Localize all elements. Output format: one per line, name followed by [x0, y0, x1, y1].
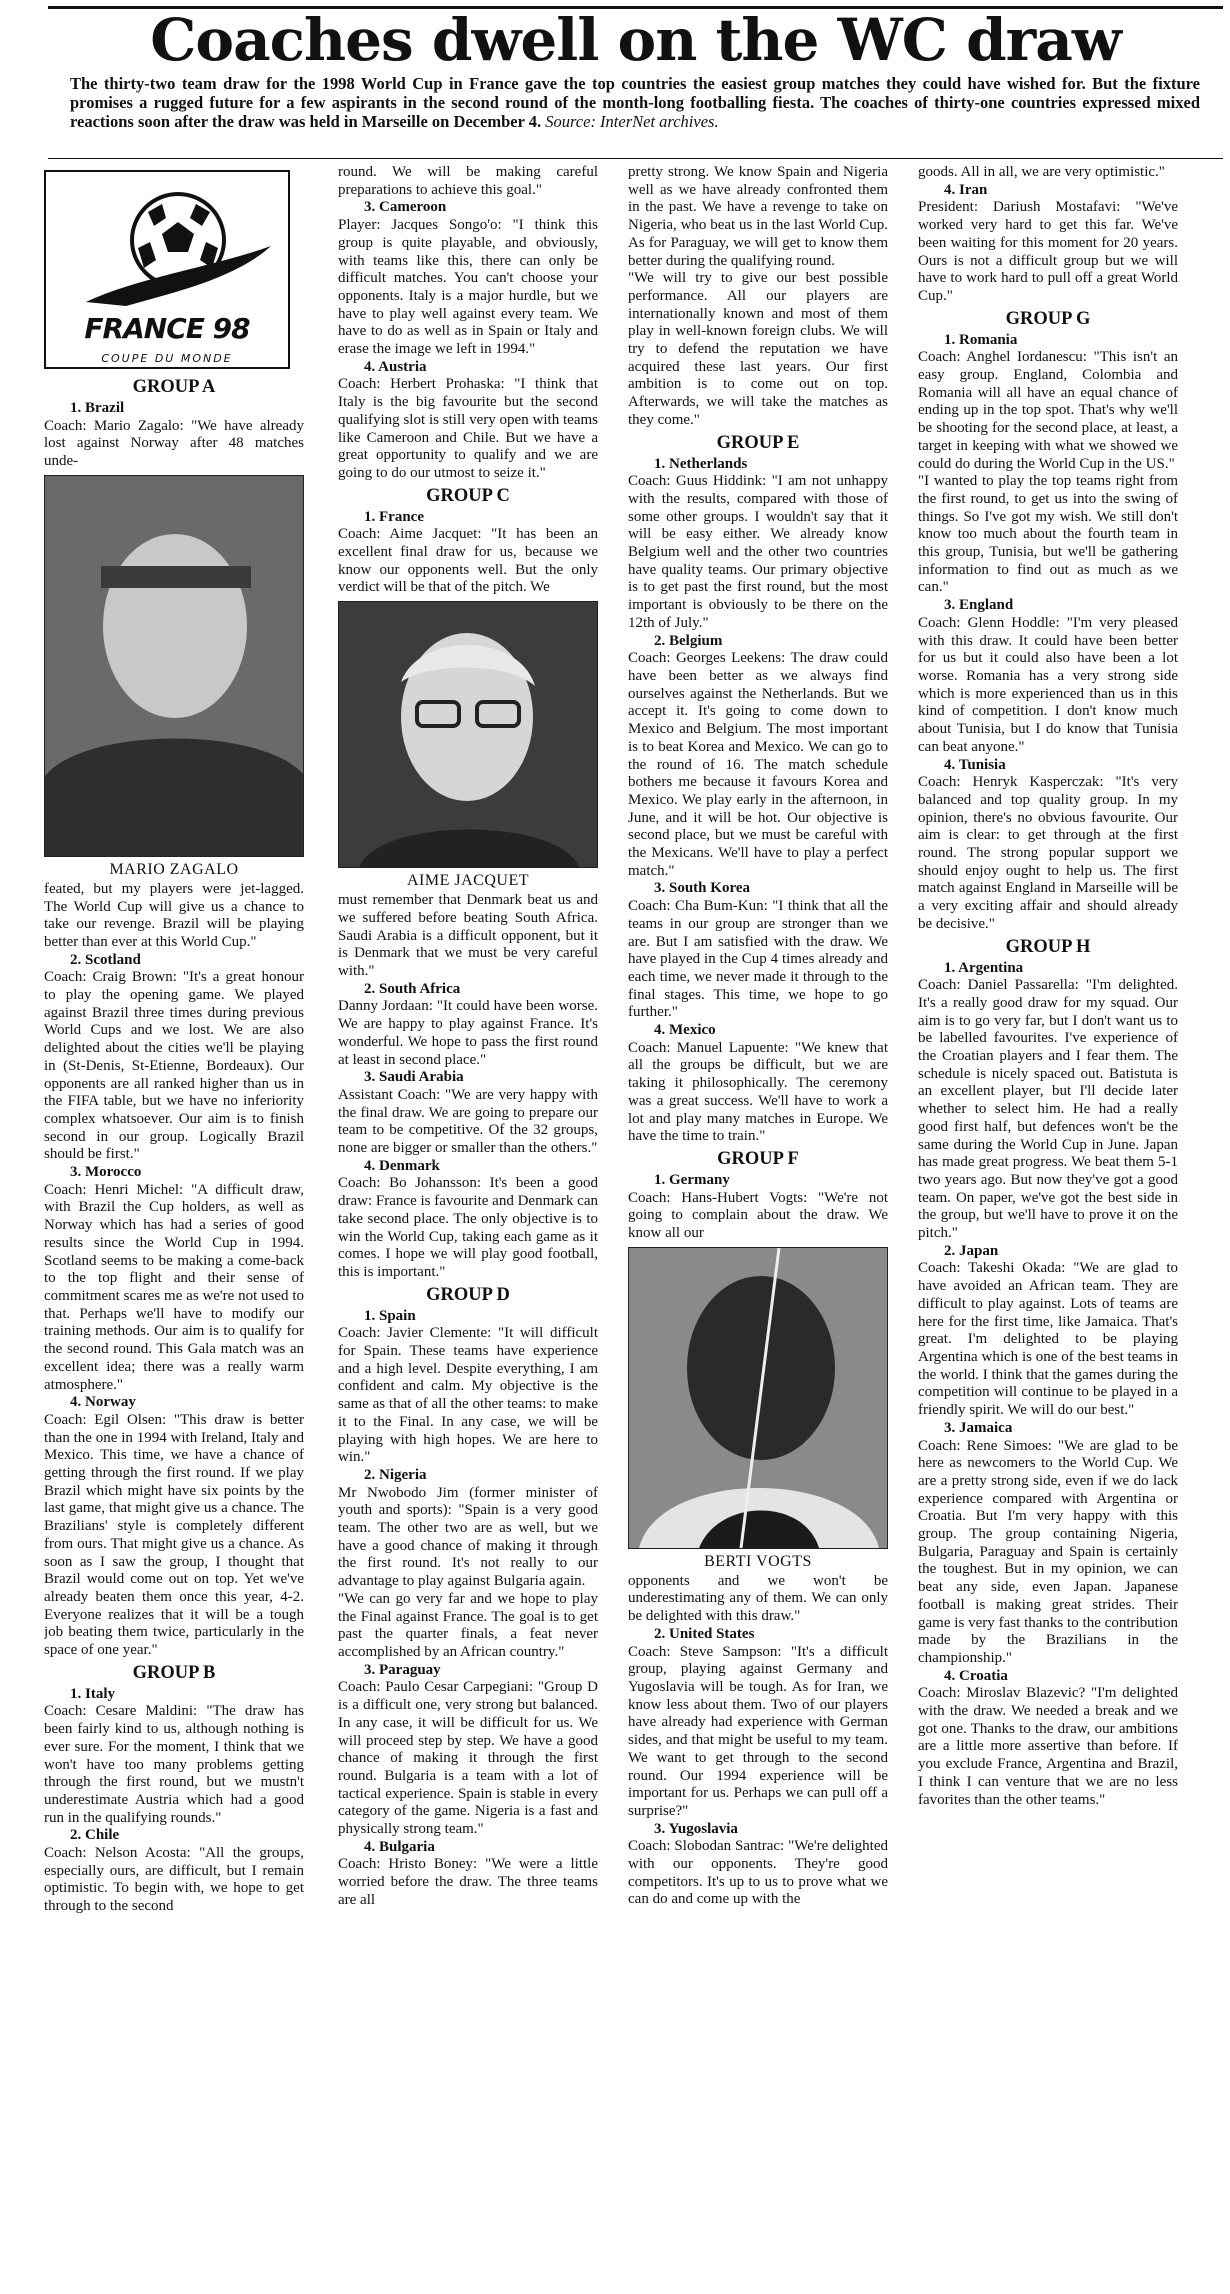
quote-united-states: Coach: Steve Sampson: "It's a difficult group, playing against Germany and Yugoslavia will be tough. As for Iran, we know less about them. Two of our players have already had experience with German sides, and that might be useful to my team. We want to get through to the second round. Our 1994 experience will be important for us. Perhaps we can pull off a surprise?"	[628, 1643, 888, 1819]
quote-yugoslavia-cont: goods. All in all, we are very optimistic."	[918, 164, 1165, 180]
group-c-heading: GROUP C	[426, 485, 510, 506]
team-south-africa: 2. South Africa	[364, 980, 461, 997]
quote-austria: Coach: Herbert Prohaska: "I think that Italy is the big favourite but the second qualifying slot is still very open with teams like Cameroon and Chile. But we have a great opportunity to qualify and we are going to do our utmost to seize it."	[338, 376, 598, 481]
team-belgium: 2. Belgium	[654, 632, 723, 649]
quote-paraguay: Coach: Paulo Cesar Carpegiani: "Group D is a difficult one, very strong but balanced. In any case, it will be difficult for us. We will proceed step by step. We have a good chance of making it through the first round. Bulgaria is a team with a lot of tactical experience. Spain is stable in every category of the game. Nigeria is a fast and physically strong team."	[338, 1679, 598, 1838]
logo-title: FRANCE 98	[84, 312, 250, 345]
team-croatia: 4. Croatia	[944, 1667, 1008, 1684]
team-austria: 4. Austria	[364, 358, 427, 375]
deck-source: Source: InterNet archives.	[545, 112, 719, 131]
team-spain: 1. Spain	[364, 1307, 416, 1324]
quote-tunisia: Coach: Henryk Kasperczak: "It's very balanced and top quality group. In my opinion, there's no obvious favourite. Our aim is clear: to get through at the first round. The strong popular support we should enjoy ought to help us. The first match against England in Marseille will be a very exciting affair and should already be decisive."	[918, 774, 1178, 932]
group-b-heading: GROUP B	[132, 1662, 216, 1683]
quote-brazil-cont: feated, but my players were jet-lagged. The World Cup will give us a chance to take our revenge. Brazil will be playing better than ever at this World Cup."	[44, 880, 304, 950]
quote-croatia: Coach: Miroslav Blazevic? "I'm delighted with the draw. We needed a break and we got one. Thanks to the draw, our ambitions are a little more assertive than before. If you exclude France, Argentina and Brazil, I think I can venture that we are no less favorites than the other teams."	[918, 1685, 1178, 1808]
portrait-jacquet-image	[339, 602, 598, 867]
quote-brazil: Coach: Mario Zagalo: "We have already lost against Norway after 48 matches unde-	[44, 417, 304, 470]
team-brazil: 1. Brazil	[70, 400, 125, 416]
quote-netherlands: Coach: Guus Hiddink: "I am not unhappy with the results, compared with those of some other groups. I wouldn't say that it will be easy either. We already know Belgium well and the other two countries have quality teams. Our primary objective is to get past the first round, but the most important is obviously to be there on the 12th of July."	[628, 473, 888, 631]
quote-romania: Coach: Anghel Iordanescu: "This isn't an easy group. England, Colombia and Romania will all have an equal chance of ending up in the top spot. That's why we'll be shooting for the second place, at least, a target in keeping with what we showed we could do during the World Cup in the US."	[918, 349, 1178, 472]
quote-italy: Coach: Cesare Maldini: "The draw has been fairly kind to us, although nothing is ever sure. For the moment, I think that we won't have too many problems getting through the first round, but we mustn't underestimate Austria which had a good run in the qualifying rounds."	[44, 1703, 304, 1826]
team-france: 1. France	[364, 508, 424, 525]
quote-chile: Coach: Nelson Acosta: "All the groups, especially ours, are difficult, but I remain optimistic. To begin with, we hope to get through to the second	[44, 1845, 304, 1915]
team-scotland: 2. Scotland	[70, 951, 141, 968]
column-2	[338, 164, 598, 2284]
quote-japan: Coach: Takeshi Okada: "We are glad to have avoided an African team. They are difficult to play against. Lots of teams are here for the first time, like Jamaica. That's great. I'm delighted to be playing Argentina which is one of the best teams in the world. I think that the games during the competition will continue to be played in a friendly spirit. We will do our best."	[918, 1260, 1178, 1419]
team-chile: 2. Chile	[70, 1827, 120, 1844]
team-denmark: 4. Denmark	[364, 1157, 440, 1174]
team-mexico: 4. Mexico	[654, 1022, 716, 1039]
quote-cameroon: Player: Jacques Songo'o: "I think this group is quite playable, and obviously, with teams like this, there can only be difficult matches. You can't choose your opponents. Italy is a major hurdle, but we have to play well against every team. We have to do as well as in Spain or Italy and erase the image we left in 1994."	[338, 217, 598, 358]
logo-subtitle: COUPE DU MONDE	[101, 352, 233, 365]
team-jamaica: 3. Jamaica	[944, 1419, 1013, 1436]
quote-morocco: Coach: Henri Michel: "A difficult draw, with Brazil the Cup holders, as well as Norway which has had a series of good results since the World Cup in 1994. Scotland seems to be making a come-back to the top flight and their sense of commitment scares me as we're not used to that. Perhaps we'll have to modify our training methods. Our aim is to qualify for the second round. This Gala match was an excellent idea; there was a really warm atmosphere."	[44, 1181, 304, 1393]
quote-saudi-arabia: Assistant Coach: "We are very happy with the final draw. We are going to prepare our team to be competitive. Of the 32 groups, none are bigger or smaller than the others."	[338, 1086, 598, 1157]
team-tunisia: 4. Tunisia	[944, 756, 1006, 773]
team-germany: 1. Germany	[654, 1171, 730, 1188]
quote-norway: Coach: Egil Olsen: "This draw is better than the one in 1994 with Ireland, Italy and Mexico. This time, we have a chance of getting through the first round. If we play Brazil which might have six points by the last game, that might give us a chance. The Brazilians' style is completely different from ours. That might give us a chance. As soon as I saw the group, I thought that Brazil would come out on top. Yet we've already beaten them once this year, 4-2. Everyone realizes that it will be a tough job beating them twice, particularly in the space of one year."	[44, 1411, 304, 1659]
team-united-states: 2. United States	[654, 1625, 755, 1642]
quote-mexico: Coach: Manuel Lapuente: "We knew that all the groups be difficult, but we are taking it philosophically. The ceremony was a great success. We'll have to work a lot and play many matches in Europe. We have the time to train."	[628, 1039, 888, 1145]
quote-spain: Coach: Javier Clemente: "It will difficult for Spain. These teams have experience and a high level. Despite everything, I am confident and calm. My objective is the same as that of all the other teams: to make it to the Final. In any case, we will be playing with high hopes. We are here to win."	[338, 1325, 598, 1466]
team-bulgaria: 4. Bulgaria	[364, 1838, 435, 1855]
team-italy: 1. Italy	[70, 1685, 115, 1702]
portrait-vogts-image	[629, 1248, 888, 1548]
quote-iran: President: Dariush Mostafavi: "We've worked very hard to get this far. We've been waiting for this moment for 20 years. Ours is not a difficult group but we will have to work hard to pull off a great World Cup."	[918, 199, 1178, 304]
deck-text: The thirty-two team draw for the 1998 World Cup in France gave the top countries the easiest group matches they could have wished for. But the fixture promises a rugged future for a few aspirants in the second round of the month-long footballing fiesta. The coaches of thirty-one countries expressed mixed reactions soon after the draw was held in Marseille on December 4.	[70, 74, 1200, 131]
caption-jacquet: AIME JACQUET	[407, 872, 529, 890]
team-yugoslavia: 3. Yugoslavia	[654, 1820, 738, 1837]
group-a-heading: GROUP A	[132, 377, 216, 397]
column-1	[44, 164, 304, 2284]
group-g-heading: GROUP G	[1005, 308, 1091, 329]
quote-denmark: Coach: Bo Johansson: It's been a good draw: France is favourite and Denmark can take second place. The only objective is to win the World Cup, taking each game as it comes. I hope we will play good football, this is important."	[338, 1175, 598, 1280]
quote-yugoslavia: Coach: Slobodan Santrac: "We're delighted with our opponents. They're good competitors. It's up to us to prove what we can do and come up with the	[628, 1838, 888, 1908]
quote-jamaica: Coach: Rene Simoes: "We are glad to be here as newcomers to the World Cup. We are a pretty strong side, even if we do lack experience compared with Argentina or Croatia. But I'm very happy with this group. The group containing Nigeria, Bulgaria, Paraguay and Spain is certainly the toughest. But in my opinion, we can beat any side, even Japan. Japanese football is making great strides. Their game is very fast thanks to the contribution made by the Brazilians in the championship."	[918, 1437, 1178, 1666]
quote-bulgaria-cont: pretty strong. We know Spain and Nigeria well as we have already confronted them in the past. We have a revenge to take on Nigeria, who beat us in the last World Cup. As for Paraguay, we will get to know them better during the qualifying round.	[628, 164, 888, 269]
photo-aime-jacquet	[338, 601, 598, 868]
column-3	[628, 164, 888, 2284]
football-sun-icon	[66, 182, 276, 322]
quote-south-africa: Danny Jordaan: "It could have been worse. We are happy to play against France. It's wonderful. We hope to pass the first round at least in second place."	[338, 998, 598, 1068]
quote-france: Coach: Aime Jacquet: "It has been an excellent final draw for us, because we know our opponents well. But the only verdict will be that of the pitch. We	[338, 526, 598, 596]
caption-vogts: BERTI VOGTS	[704, 1552, 812, 1570]
team-japan: 2. Japan	[944, 1242, 999, 1259]
group-e-heading: GROUP E	[716, 432, 800, 453]
caption-zagalo: MARIO ZAGALO	[109, 860, 239, 878]
team-paraguay: 3. Paraguay	[364, 1661, 441, 1678]
quote-england: Coach: Glenn Hoddle: "I'm very pleased with this draw. It could have been better for us but it could also have been a lot worse. Romania has a very strong side which is more experienced than us in this kind of competition. I don't know much about Tunisia, but I do know that Tunisia can beat anyone."	[918, 614, 1178, 755]
quote-bulgaria: Coach: Hristo Boney: "We were a little worried before the draw. The three teams are all	[338, 1856, 598, 1908]
quote-nigeria-cont: "We can go very far and we hope to play the Final against France. The goal is to get past the quarter finals, a feat never accomplished by an African country."	[338, 1590, 598, 1660]
portrait-zagalo-image	[45, 476, 304, 856]
team-argentina: 1. Argentina	[944, 959, 1024, 976]
quote-argentina: Coach: Daniel Passarella: "I'm delighted. It's a really good draw for my squad. Our aim is to go very far, but I don't want us to be labelled favourites. I've experience of the Croatian players and I fear them. The schedule is nicely spaced out. Batistuta is an excellent player, but I'll decide later whether to select him. He had a really good first half, but defences won't be the same during the World Cup in June. Japan has made great progress. We beat them 5-1 two years ago. But now they've got a good team. On paper, we've got the best side in the group, but we'll have to prove it on the pitch."	[918, 977, 1178, 1242]
france98-logo	[44, 170, 290, 369]
headline: Coaches dwell on the WC draw	[150, 6, 1121, 74]
team-england: 3. England	[944, 597, 1014, 614]
quote-germany: Coach: Hans-Hubert Vogts: "We're not going to complain about the draw. We know all our	[628, 1189, 888, 1242]
team-cameroon: 3. Cameroon	[364, 199, 447, 216]
team-south-korea: 3. South Korea	[654, 880, 750, 897]
team-norway: 4. Norway	[70, 1394, 136, 1411]
team-netherlands: 1. Netherlands	[654, 455, 748, 472]
quote-south-korea: Coach: Cha Bum-Kun: "I think that all the teams in our group are stronger than we are. But I am satisfied with the draw. We have played in the Cup 4 times already and each time, we never made it through to the final stages. This time, we hope to go further."	[628, 898, 888, 1021]
quote-scotland: Coach: Craig Brown: "It's a great honour to play the opening game. We played against Brazil three times during previous World Cups and we lost. We are also delighted about the cities we'll be playing in (St-Denis, St-Etienne, Bordeaux). Our opponents are all ranked higher than us in the FIFA table, but we have no inferiority complex whatsoever. Our aim is to finish second in our group. Logically Brazil should be first."	[44, 969, 304, 1163]
quote-belgium: Coach: Georges Leekens: The draw could have been better as we always find ourselves against the Netherlands. But we accept it. It's going to come down to Mexico and Belgium. The most important is to beat Korea and Mexico. We can go to the round of 16. The match schedule bothers me because it favours Korea and Mexico. We play early in the afternoon, in June, and it will be hot. Our objective is second place, but we must be careful with the Mexicans. We'll have to play a perfect match."	[628, 650, 888, 879]
team-romania: 1. Romania	[944, 331, 1018, 348]
team-iran: 4. Iran	[944, 181, 988, 198]
deck-rule	[48, 158, 1223, 159]
group-d-heading: GROUP D	[426, 1284, 510, 1305]
group-h-heading: GROUP H	[1005, 936, 1091, 957]
quote-germany-cont: opponents and we won't be underestimating any of them. We can only be delighted with this draw."	[628, 1572, 888, 1625]
group-f-heading: GROUP F	[717, 1148, 799, 1169]
deck	[70, 74, 1200, 131]
photo-mario-zagalo	[44, 475, 304, 857]
quote-bulgaria-cont2: "We will try to give our best possible performance. All our players are internationally known and most of them play in well-known foreign clubs. We will try to defend the reputation we have acquired these last years. Our first ambition is to come out on top. Afterwards, we will take the matches as they come."	[628, 270, 888, 428]
photo-berti-vogts	[628, 1247, 888, 1549]
quote-romania-cont: "I wanted to play the top teams right from the first round, to get us into the swing of things. So I've got my wish. We still don't know too much about the fourth team in this group, Tunisia, but we'll be gathering information to find out as much as we can."	[918, 473, 1178, 596]
quote-nigeria: Mr Nwobodo Jim (former minister of youth and sports): "Spain is a very good team. The other two are as well, but we have a good chance of making it through the first round. It's not really to our advantage to play against Bulgaria again.	[338, 1484, 598, 1590]
team-saudi-arabia: 3. Saudi Arabia	[364, 1069, 464, 1086]
column-4	[918, 164, 1178, 2284]
team-morocco: 3. Morocco	[70, 1164, 142, 1181]
quote-france-cont: must remember that Denmark beat us and we suffered before beating South Africa. Saudi Arabia is a difficult opponent, but it is Denmark that we must be very careful with."	[338, 892, 598, 979]
team-nigeria: 2. Nigeria	[364, 1466, 427, 1483]
quote-chile-cont: round. We will be making careful preparations to achieve this goal."	[338, 164, 598, 198]
